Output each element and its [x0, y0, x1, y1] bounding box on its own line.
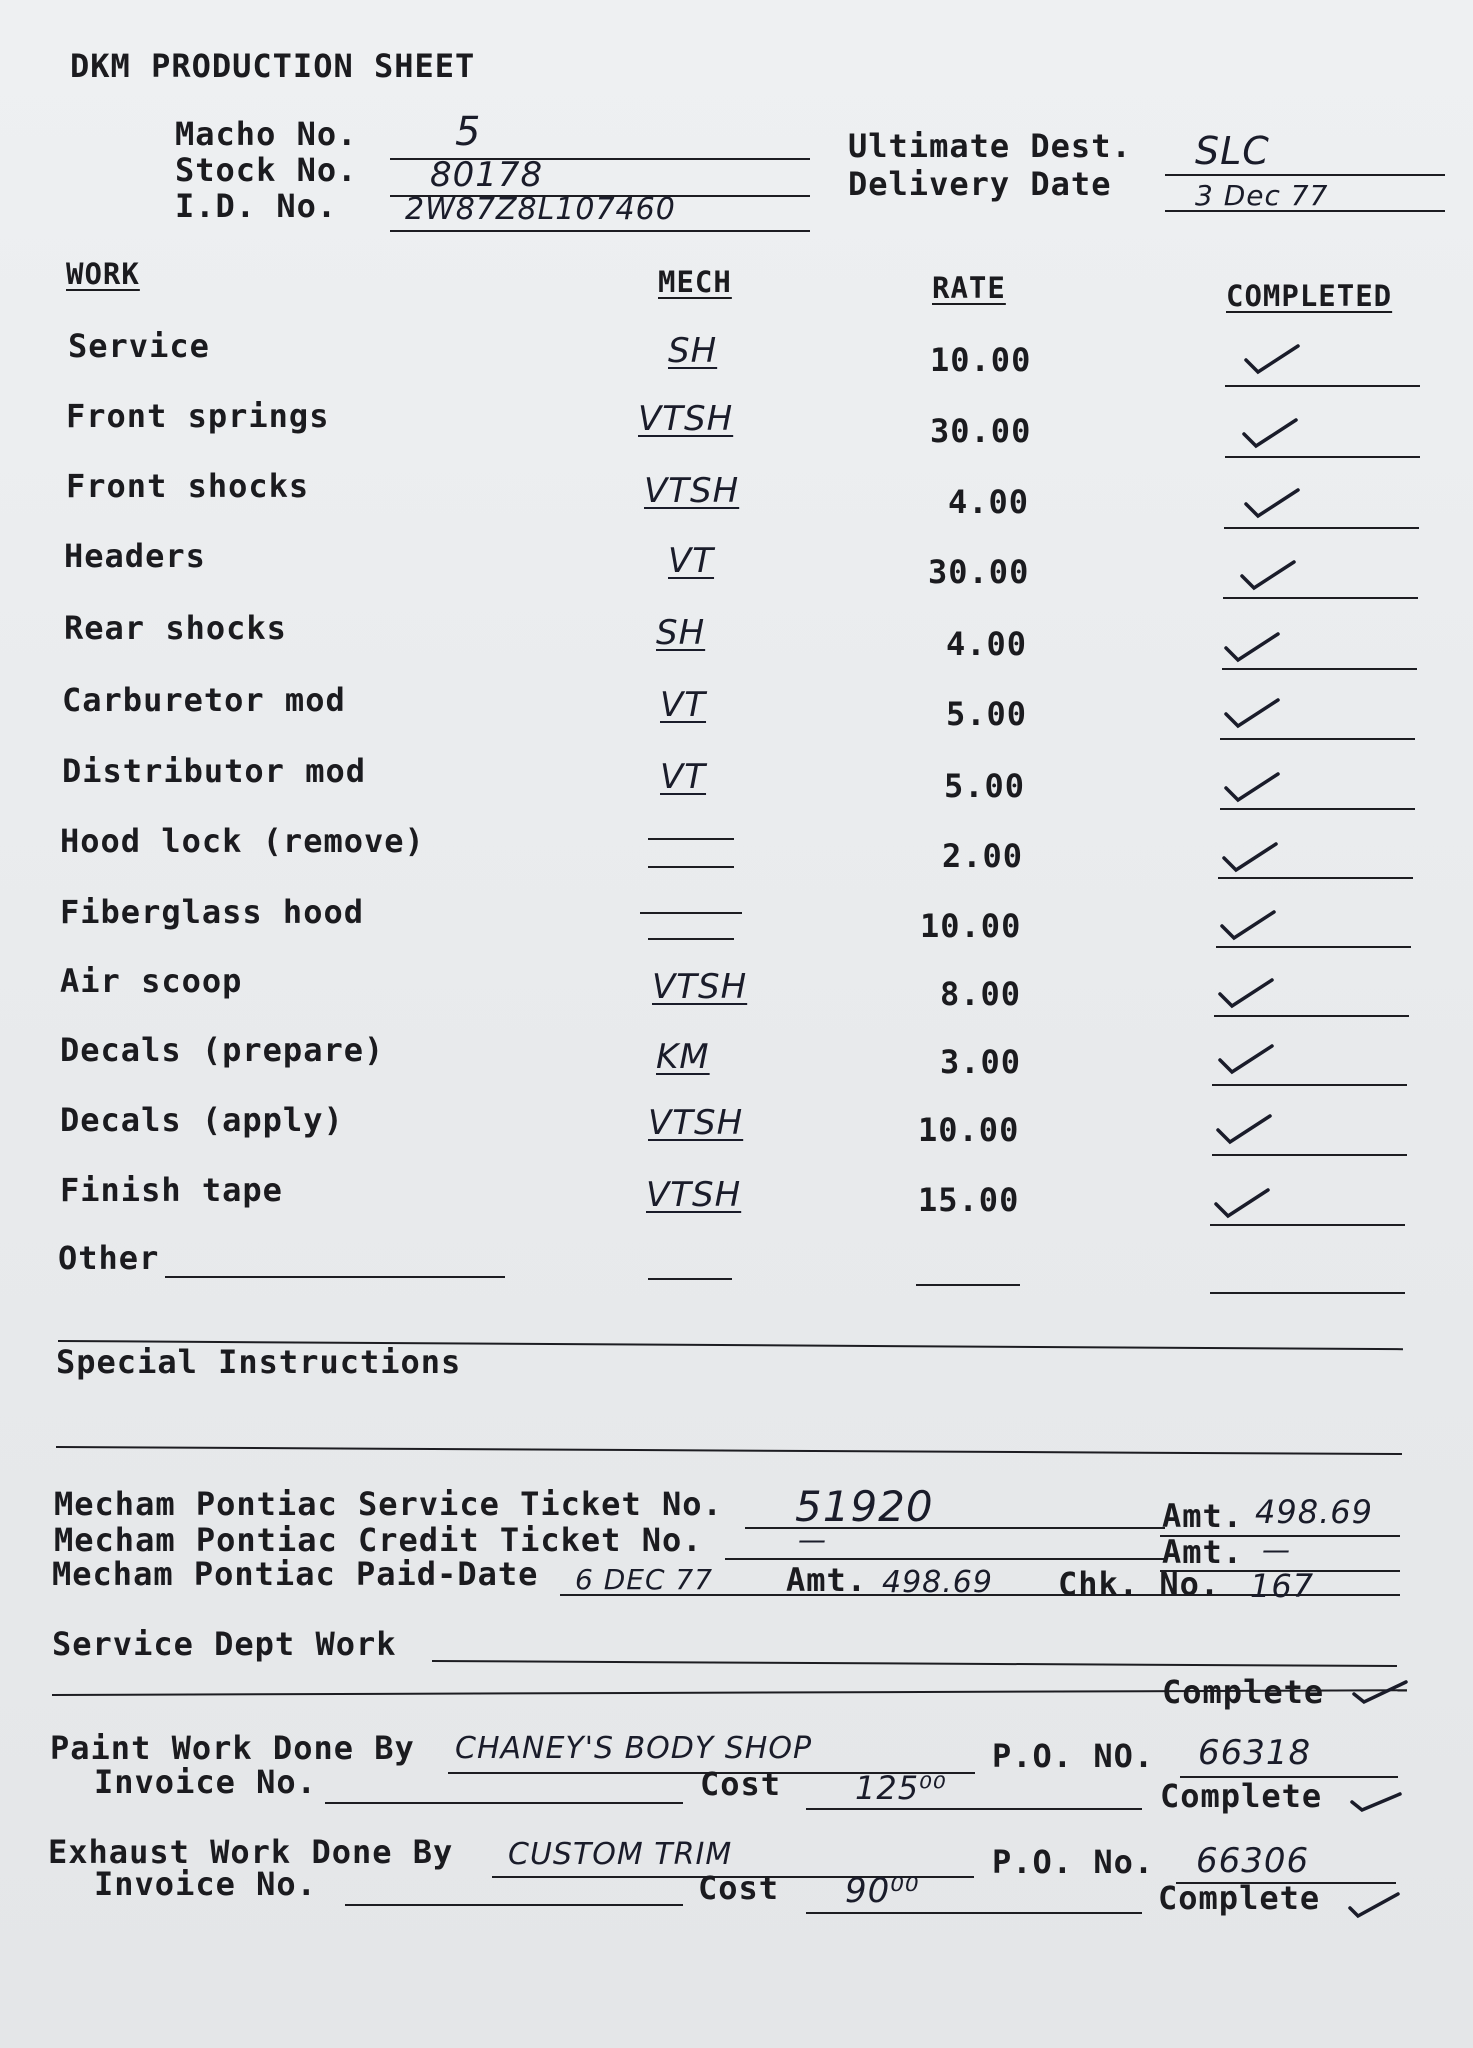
work-name: Front shocks — [66, 467, 310, 505]
exhaust-invoice-label: Invoice No. — [94, 1865, 317, 1903]
check-icon — [1214, 1110, 1274, 1146]
check-icon — [1222, 628, 1282, 664]
delivery-value: 3 Dec 77 — [1195, 179, 1329, 212]
chk-value: 167 — [1250, 1567, 1315, 1605]
check-icon — [1350, 1676, 1410, 1706]
delivery-label: Delivery Date — [848, 165, 1112, 203]
completed-line — [1220, 808, 1415, 810]
work-name: Carburetor mod — [62, 681, 346, 719]
paint-po-value: 66318 — [1198, 1733, 1312, 1773]
rate-value: 4.00 — [948, 483, 1030, 521]
check-icon — [1222, 694, 1282, 730]
rate-value: 10.00 — [920, 907, 1022, 945]
rate-value: 2.00 — [942, 837, 1024, 875]
completed-line — [1223, 597, 1418, 599]
exhaust-cost-value: 90⁰⁰ — [845, 1871, 920, 1911]
paint-cost-value: 125⁰⁰ — [855, 1769, 947, 1807]
mech-initials: SH — [668, 331, 718, 371]
paint-cost-line — [806, 1808, 1142, 1810]
macho-value: 5 — [455, 109, 482, 155]
mech-initials: VT — [660, 757, 707, 797]
credit-ticket-line — [725, 1558, 1165, 1560]
id-label: I.D. No. — [175, 187, 338, 225]
dest-value: SLC — [1195, 129, 1270, 173]
rate-value: 10.00 — [930, 341, 1032, 379]
check-icon — [1242, 484, 1302, 520]
completed-line — [1225, 385, 1420, 387]
completed-line — [1218, 877, 1413, 879]
service-dept-label: Service Dept Work — [52, 1625, 397, 1663]
other-completed-line — [1210, 1292, 1405, 1294]
check-icon — [1242, 340, 1302, 376]
other-mech-line — [648, 1278, 732, 1280]
check-icon — [1348, 1786, 1404, 1816]
exhaust-complete-label: Complete — [1158, 1879, 1321, 1917]
completed-line — [1214, 1015, 1409, 1017]
check-icon — [1216, 1040, 1276, 1076]
work-name: Front springs — [66, 397, 330, 435]
rate-value: 4.00 — [946, 625, 1028, 663]
delivery-line — [1165, 210, 1445, 212]
paint-work-label: Paint Work Done By — [50, 1729, 415, 1767]
dest-line — [1165, 174, 1445, 176]
col-rate: RATE — [932, 271, 1006, 305]
service-dept-line — [432, 1660, 1397, 1667]
mech-blank-line — [648, 866, 734, 868]
completed-line — [1220, 738, 1415, 740]
other-label: Other — [58, 1239, 160, 1277]
service-amt-label: Amt. — [1162, 1497, 1244, 1535]
check-icon — [1212, 1184, 1272, 1220]
work-name: Headers — [64, 537, 206, 575]
dest-label: Ultimate Dest. — [848, 127, 1132, 165]
service-ticket-value: 51920 — [795, 1482, 934, 1531]
credit-amt-label: Amt. — [1162, 1533, 1244, 1571]
mech-initials: VTSH — [646, 1175, 742, 1215]
exhaust-po-value: 66306 — [1196, 1841, 1310, 1881]
instructions-bottom-line — [56, 1446, 1402, 1455]
exhaust-cost-line — [806, 1912, 1142, 1914]
paid-amt-label: Amt. — [786, 1561, 868, 1599]
mech-initials: VT — [660, 685, 707, 725]
work-name: Air scoop — [60, 962, 243, 1000]
completed-line — [1210, 1224, 1405, 1226]
completed-line — [1222, 668, 1417, 670]
id-value: 2W87Z8L107460 — [405, 192, 676, 227]
mech-initials: VTSH — [652, 967, 748, 1007]
service-ticket-label: Mecham Pontiac Service Ticket No. — [54, 1485, 723, 1523]
chk-label: Chk. No. — [1058, 1565, 1221, 1603]
macho-label: Macho No. — [175, 115, 358, 153]
rate-value: 15.00 — [918, 1181, 1020, 1219]
completed-line — [1212, 1084, 1407, 1086]
mech-initials: KM — [656, 1037, 710, 1077]
rate-value: 30.00 — [930, 412, 1032, 450]
check-icon — [1216, 974, 1276, 1010]
stock-label: Stock No. — [175, 151, 358, 189]
completed-line — [1212, 1154, 1407, 1156]
completed-line — [1224, 527, 1419, 529]
credit-ticket-value: — — [798, 1523, 827, 1556]
mech-initials: SH — [656, 613, 706, 653]
exhaust-po-label: P.O. No. — [992, 1843, 1155, 1881]
check-icon — [1238, 556, 1298, 592]
paid-date-label: Mecham Pontiac Paid-Date — [52, 1555, 539, 1593]
paint-invoice-label: Invoice No. — [94, 1763, 317, 1801]
rate-value: 30.00 — [928, 553, 1030, 591]
completed-line — [1225, 456, 1420, 458]
col-work: WORK — [66, 257, 140, 291]
col-mech: MECH — [658, 265, 732, 299]
paid-date-value: 6 DEC 77 — [575, 1563, 714, 1596]
paint-invoice-line — [325, 1802, 683, 1804]
mech-initials: VTSH — [644, 471, 740, 511]
credit-amt-value: — — [1262, 1533, 1291, 1566]
check-icon — [1240, 414, 1300, 450]
paint-po-label: P.O. NO. — [992, 1737, 1155, 1775]
work-name: Finish tape — [60, 1171, 283, 1209]
special-instructions-label: Special Instructions — [56, 1343, 462, 1381]
col-completed: COMPLETED — [1226, 279, 1393, 313]
work-name: Distributor mod — [62, 752, 366, 790]
work-name: Hood lock (remove) — [60, 822, 425, 860]
paint-work-value: CHANEY'S BODY SHOP — [455, 1731, 813, 1766]
work-name: Decals (apply) — [60, 1101, 344, 1139]
check-icon — [1222, 768, 1282, 804]
mech-initials: VTSH — [638, 399, 734, 439]
rate-value: 10.00 — [918, 1111, 1020, 1149]
work-name: Fiberglass hood — [60, 893, 364, 931]
rate-value: 5.00 — [944, 767, 1026, 805]
check-icon — [1218, 906, 1278, 942]
mech-initials: VTSH — [648, 1103, 744, 1143]
stock-value: 80178 — [430, 155, 544, 195]
mech-blank-line — [648, 938, 734, 940]
exhaust-work-value: CUSTOM TRIM — [508, 1837, 733, 1872]
paint-complete-label: Complete — [1160, 1777, 1323, 1815]
service-amt-value: 498.69 — [1255, 1493, 1373, 1531]
mech-blank-line — [648, 838, 734, 840]
rate-value: 5.00 — [946, 695, 1028, 733]
rate-value: 3.00 — [940, 1043, 1022, 1081]
exhaust-cost-label: Cost — [698, 1869, 780, 1907]
check-icon — [1346, 1886, 1402, 1920]
other-rate-line — [916, 1284, 1020, 1286]
exhaust-work-label: Exhaust Work Done By — [48, 1833, 454, 1871]
service-dept-complete-label: Complete — [1162, 1673, 1325, 1711]
work-name: Service — [68, 327, 210, 365]
sheet-title: DKM PRODUCTION SHEET — [70, 47, 476, 85]
completed-line — [1216, 946, 1411, 948]
work-name: Decals (prepare) — [60, 1031, 385, 1069]
work-name: Rear shocks — [64, 609, 287, 647]
other-line — [165, 1276, 505, 1278]
paid-amt-value: 498.69 — [882, 1565, 993, 1600]
check-icon — [1220, 838, 1280, 874]
id-line — [390, 230, 810, 232]
exhaust-invoice-line — [345, 1904, 683, 1906]
paint-cost-label: Cost — [700, 1765, 782, 1803]
rate-value: 8.00 — [940, 975, 1022, 1013]
mech-initials: VT — [668, 541, 715, 581]
credit-ticket-label: Mecham Pontiac Credit Ticket No. — [54, 1521, 703, 1559]
mech-blank-line — [640, 912, 742, 914]
